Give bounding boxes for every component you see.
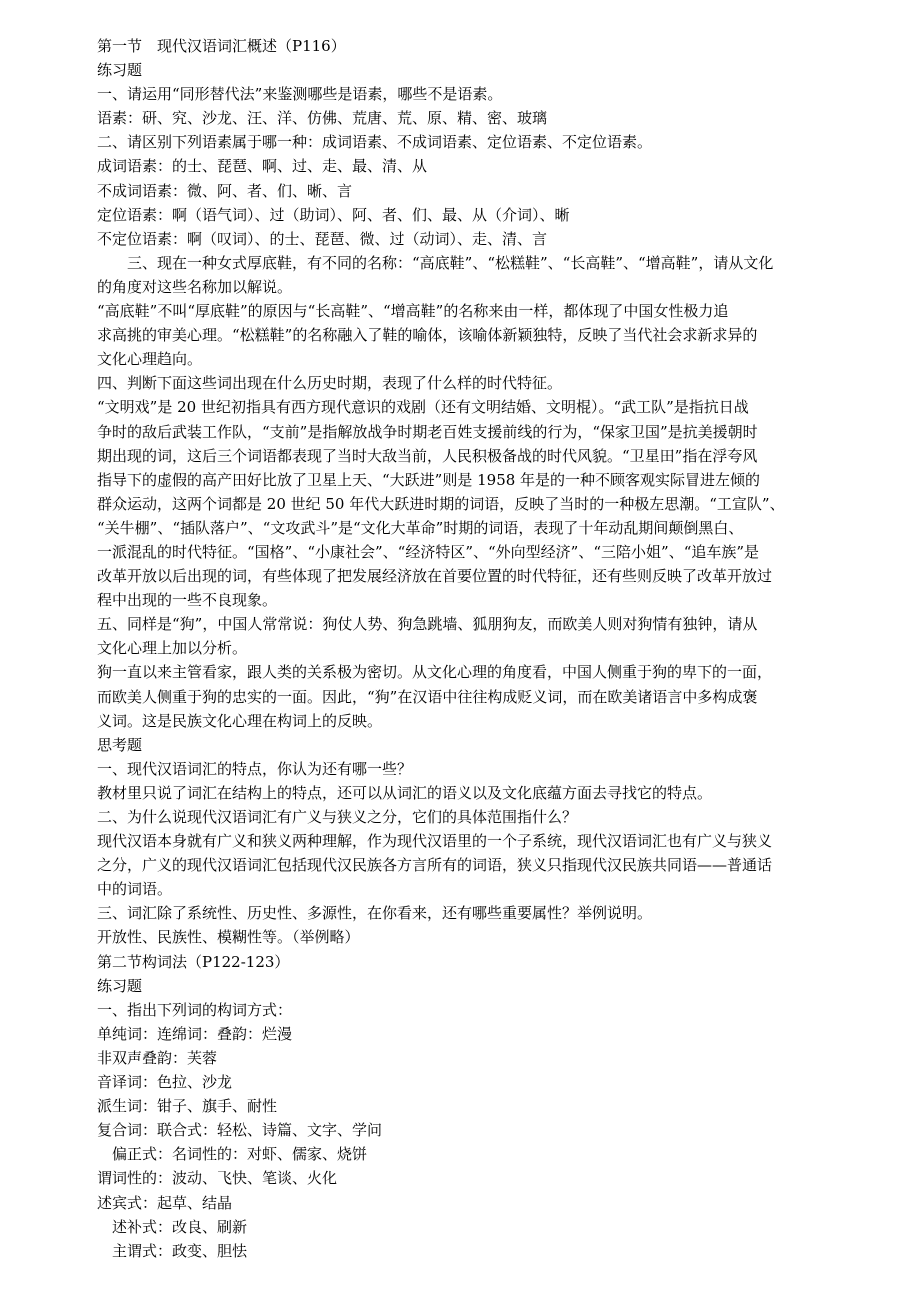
thinking-question-3: 三、词汇除了系统性、历史性、多源性，在你看来，还有哪些重要属性？举例说明。 [97, 904, 653, 923]
answer-5-line-1: 狗一直以来主管看家，跟人类的关系极为密切。从文化心理的角度看，中国人侧重于狗的卑下的一面， [97, 663, 773, 682]
question-5-line-1: 五、同样是“狗”，中国人常常说：狗仗人势、狗急跳墙、狐朋狗友，而欧美人则对狗情有独钟，请从 [97, 615, 758, 634]
subheading-thinking: 思考题 [97, 735, 143, 754]
question-3-line-1: 三、现在一种女式厚底鞋，有不同的名称：“高底鞋”、“松糕鞋”、“长高鞋”、“增高鞋”，请从文化 [97, 253, 774, 272]
answer-4-line-4: 指导下的虚假的高产田好比放了卫星上天、“大跃进”则是 1958 年是的一种不顾客观实际冒进左倾的 [97, 470, 761, 489]
answer-4-line-6: “关牛棚”、“插队落户”、“文攻武斗”是“文化大革命”时期的词语，表现了十年动乱期间颠倒黑白、 [97, 518, 744, 537]
answer-4-line-5: 群众运动，这两个词都是 20 世纪 50 年代大跃进时期的词语，反映了当时的一种极左思潮。“工宣队”、 [97, 494, 785, 513]
answer-2-line-1: 成词语素：的士、琵琶、啊、过、走、最、清、从 [97, 157, 428, 176]
question-3-line-2: 的角度对这些名称加以解说。 [97, 277, 293, 296]
answer-2-line-2: 不成词语素：微、阿、者、们、晰、言 [97, 181, 353, 200]
answer-4-line-9: 程中出现的一些不良现象。 [97, 591, 278, 610]
simple-word: 单纯词：连绵词：叠韵：烂漫 [97, 1024, 293, 1043]
compound-word: 复合词：联合式：轻松、诗篇、文字、学问 [97, 1121, 383, 1140]
question-4: 四、判断下面这些词出现在什么历史时期，表现了什么样的时代特征。 [97, 374, 563, 393]
subheading-exercises-2: 练习题 [97, 976, 143, 995]
answer-1: 语素：研、究、沙龙、汪、洋、仿佛、荒唐、荒、原、精、密、玻璃 [97, 109, 548, 128]
answer-3-line-3: 文化心理趋向。 [97, 350, 203, 369]
thinking-answer-1: 教材里只说了词汇在结构上的特点，还可以从词汇的语义以及文化底蕴方面去寻找它的特点。 [97, 783, 713, 802]
answer-5-line-3: 义词。这是民族文化心理在构词上的反映。 [97, 711, 383, 730]
thinking-answer-3: 开放性、民族性、模糊性等。（举例略） [97, 928, 360, 947]
question-2: 二、请区别下列语素属于哪一种：成词语素、不成词语素、定位语素、不定位语素。 [97, 133, 653, 152]
thinking-question-1: 一、现代汉语词汇的特点，你认为还有哪一些？ [97, 759, 413, 778]
answer-2-line-3: 定位语素：啊（语气词）、过（助词）、阿、者、们、最、从（介词）、晰 [97, 205, 570, 224]
document-page [97, 34, 827, 1263]
answer-2-line-4: 不定位语素：啊（叹词）、的士、琵琶、微、过（动词）、走、清、言 [97, 229, 548, 248]
answer-4-line-3: 期出现的词，这后三个词语都表现了当时大敌当前，人民积极备战的时代风貌。“卫星田”指在浮夸风 [97, 446, 758, 465]
thinking-question-2: 二、为什么说现代汉语词汇有广义与狭义之分，它们的具体范围指什么？ [97, 808, 578, 826]
verb-complement-type: 述补式：改良、刷新 [97, 1217, 248, 1236]
answer-3-line-1: “高底鞋”不叫“厚底鞋”的原因与“长高鞋”、“增高鞋”的名称来由一样，都体现了中国女性极力追 [97, 302, 729, 321]
answer-4-line-7: 一派混乱的时代特征。“国格”、“小康社会”、“经济特区”、“外向型经济”、“三陪小姐”、“追车族”是 [97, 542, 760, 561]
section-2-title: 第二节构词法（P122-123） [97, 952, 290, 971]
answer-4-line-8: 改革开放以后出现的词，有些体现了把发展经济放在首要位置的时代特征，还有些则反映了改革开放过 [97, 567, 773, 586]
modifier-head-type: 偏正式：名词性的：对虾、儒家、烧饼 [97, 1145, 368, 1164]
thinking-answer-2-line-3: 中的词语。 [97, 880, 173, 899]
derived-word: 派生词：钳子、旗手、耐性 [97, 1097, 278, 1116]
answer-5-line-2: 而欧美人侧重于狗的忠实的一面。因此，“狗”在汉语中往往构成贬义词，而在欧美诸语言中多构成褒 [97, 687, 758, 706]
subject-predicate-type: 主谓式：政变、胆怯 [97, 1241, 248, 1260]
question-5-line-2: 文化心理上加以分析。 [97, 639, 248, 658]
non-alliterative: 非双声叠韵：芙蓉 [97, 1048, 218, 1067]
subheading-exercises: 练习题 [97, 61, 143, 80]
section-2-question-1: 一、指出下列词的构词方式： [97, 1000, 293, 1019]
predicative-type: 谓词性的：波动、飞快、笔谈、火化 [97, 1169, 338, 1188]
section-title: 第一节 现代汉语词汇概述（P116） [97, 37, 346, 55]
transliterated-word: 音译词：色拉、沙龙 [97, 1073, 233, 1092]
answer-4-line-2: 争时的敌后武装工作队，“支前”是指解放战争时期老百姓支援前线的行为，“保家卫国”是抗美援朝时 [97, 422, 758, 441]
thinking-answer-2-line-2: 之分，广义的现代汉语词汇包括现代汉民族各方言所有的词语，狭义只指现代汉民族共同语——普通话 [97, 856, 773, 875]
question-1: 一、请运用“同形替代法”来鉴测哪些是语素，哪些不是语素。 [97, 85, 503, 104]
answer-3-line-2: 求高挑的审美心理。“松糕鞋”的名称融入了鞋的喻体，该喻体新颖独特，反映了当代社会求新求异的 [97, 326, 758, 345]
verb-object-type: 述宾式：起草、结晶 [97, 1193, 233, 1212]
thinking-answer-2-line-1: 现代汉语本身就有广义和狭义两种理解，作为现代汉语里的一个子系统，现代汉语词汇也有广义与狭义 [97, 832, 773, 851]
answer-4-line-1: “文明戏”是 20 世纪初指具有西方现代意识的戏剧（还有文明结婚、文明棍）。“武工队”是指抗日战 [97, 398, 749, 417]
